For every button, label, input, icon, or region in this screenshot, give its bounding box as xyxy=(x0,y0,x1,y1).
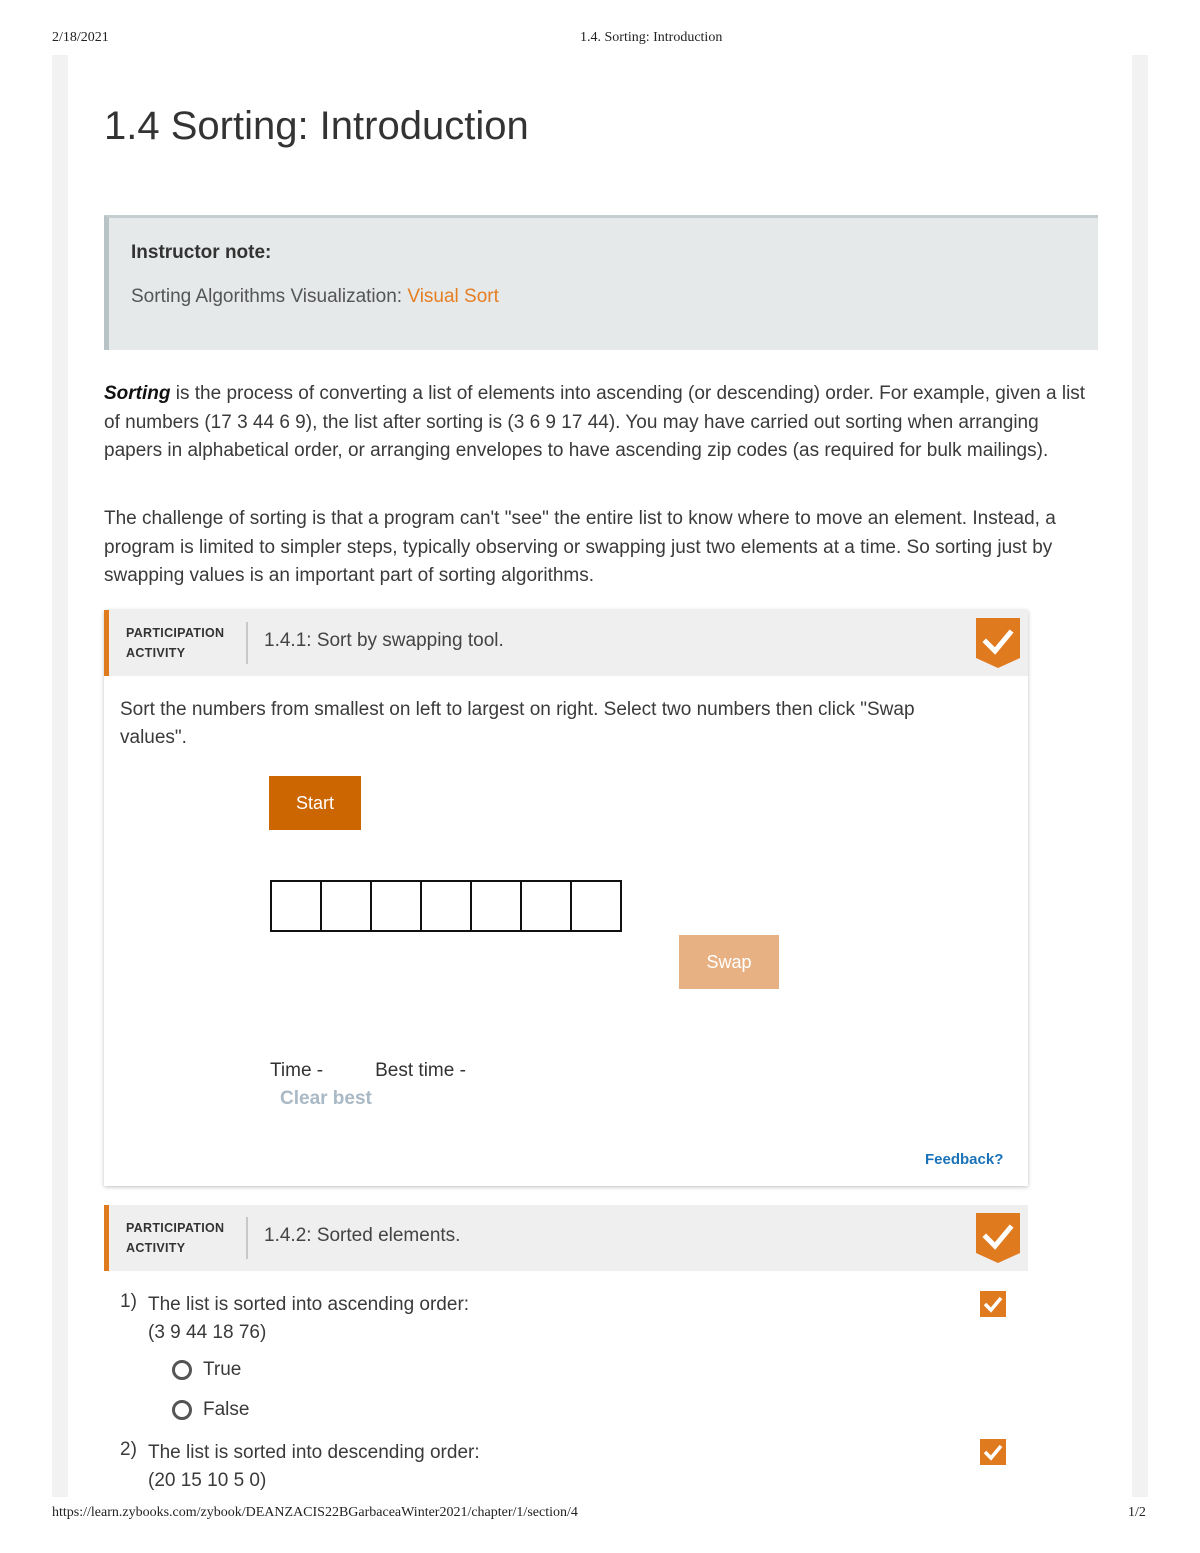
question-1-line2: (3 9 44 18 76) xyxy=(148,1322,267,1343)
print-page-number: 1/2 xyxy=(1128,1505,1146,1520)
participation-activity-2 xyxy=(104,1205,1028,1505)
radio-true[interactable] xyxy=(172,1360,192,1380)
question-1-text xyxy=(148,1291,469,1347)
question-2-check-icon xyxy=(980,1439,1006,1465)
print-title: 1.4. Sorting: Introduction xyxy=(580,30,723,45)
best-time-label: Best time - xyxy=(375,1060,466,1081)
start-button[interactable]: Start xyxy=(269,776,361,830)
option-false[interactable] xyxy=(172,1399,249,1421)
feedback-link[interactable]: Feedback? xyxy=(925,1151,1004,1168)
question-1-check-icon xyxy=(980,1291,1006,1317)
activity-1-divider xyxy=(246,622,248,664)
number-cell-4[interactable] xyxy=(420,880,472,932)
activity-2-title: 1.4.2: Sorted elements. xyxy=(264,1225,461,1246)
sorting-term: Sorting xyxy=(104,383,171,404)
participation-activity-1 xyxy=(104,610,1028,1186)
instructor-note-prefix: Sorting Algorithms Visualization: xyxy=(131,286,408,307)
activity-1-instructions: Sort the numbers from smallest on left to largest on right. Select two numbers then click "Swap values". xyxy=(120,699,915,748)
sorting-challenge-paragraph: The challenge of sorting is that a program can't "see" the entire list to know where to move an element. Instead, a program is limited to simpler steps, typically observing or swapping just two elements at a time. So sorting just by swapping values is an important part of sorting algorithms. xyxy=(104,508,1056,586)
option-true[interactable] xyxy=(172,1359,241,1381)
activity-1-label-line2: ACTIVITY xyxy=(126,646,186,660)
question-2-line1: The list is sorted into descending order: xyxy=(148,1442,480,1463)
option-false-label: False xyxy=(203,1399,250,1420)
instructor-note-heading: Instructor note: xyxy=(131,242,272,263)
number-cell-1[interactable] xyxy=(270,880,322,932)
activity-2-label xyxy=(126,1218,224,1258)
print-footer xyxy=(0,1505,1200,1525)
instructor-note-text xyxy=(131,286,1098,308)
option-true-label: True xyxy=(203,1359,242,1380)
sorting-definition-text: is the process of converting a list of elements into ascending (or descending) order. For example, given a list of numbers (17 3 44 6 9), the list after sorting is (3 6 9 17 44). You may have carried out sorting when arranging papers in alphabetical order, or arranging envelopes to have ascending zip codes (as required for bulk mailings). xyxy=(104,383,1086,461)
completion-check-icon xyxy=(976,618,1020,668)
question-2-line2: (20 15 10 5 0) xyxy=(148,1470,267,1491)
time-label: Time - xyxy=(270,1060,324,1081)
sorting-definition-paragraph xyxy=(104,380,1098,466)
print-header xyxy=(0,30,1200,50)
question-2-text xyxy=(148,1439,480,1495)
clear-best-link[interactable]: Clear best xyxy=(280,1088,372,1109)
print-url: https://learn.zybooks.com/zybook/DEANZACIS22BGarbaceaWinter2021/chapter/1/section/4 xyxy=(52,1505,578,1520)
number-cell-6[interactable] xyxy=(520,880,572,932)
number-cell-7[interactable] xyxy=(570,880,622,932)
right-margin-strip xyxy=(1132,55,1148,1497)
number-cells xyxy=(272,880,622,932)
number-cell-2[interactable] xyxy=(320,880,372,932)
question-1-line1: The list is sorted into ascending order: xyxy=(148,1294,470,1315)
number-cell-3[interactable] xyxy=(370,880,422,932)
activity-1-title: 1.4.1: Sort by swapping tool. xyxy=(264,630,504,651)
activity-2-label-line2: ACTIVITY xyxy=(126,1241,186,1255)
activity-2-header xyxy=(104,1205,1028,1271)
activity-1-label-line1: PARTICIPATION xyxy=(126,626,225,640)
print-date: 2/18/2021 xyxy=(52,30,109,45)
swap-button[interactable]: Swap xyxy=(679,935,779,989)
time-row xyxy=(270,1060,466,1082)
radio-false[interactable] xyxy=(172,1400,192,1420)
instructor-note xyxy=(104,215,1098,350)
number-cell-5[interactable] xyxy=(470,880,522,932)
left-margin-strip xyxy=(52,55,68,1497)
question-1-number: 1) xyxy=(120,1291,137,1312)
activity-2-label-line1: PARTICIPATION xyxy=(126,1221,225,1235)
activity-1-header xyxy=(104,610,1028,676)
activity-1-label xyxy=(126,623,224,663)
question-2-number: 2) xyxy=(120,1439,137,1460)
completion-check-icon xyxy=(976,1213,1020,1263)
visual-sort-link[interactable]: Visual Sort xyxy=(407,286,499,307)
activity-2-divider xyxy=(246,1217,248,1259)
page-title: 1.4 Sorting: Introduction xyxy=(104,104,529,148)
